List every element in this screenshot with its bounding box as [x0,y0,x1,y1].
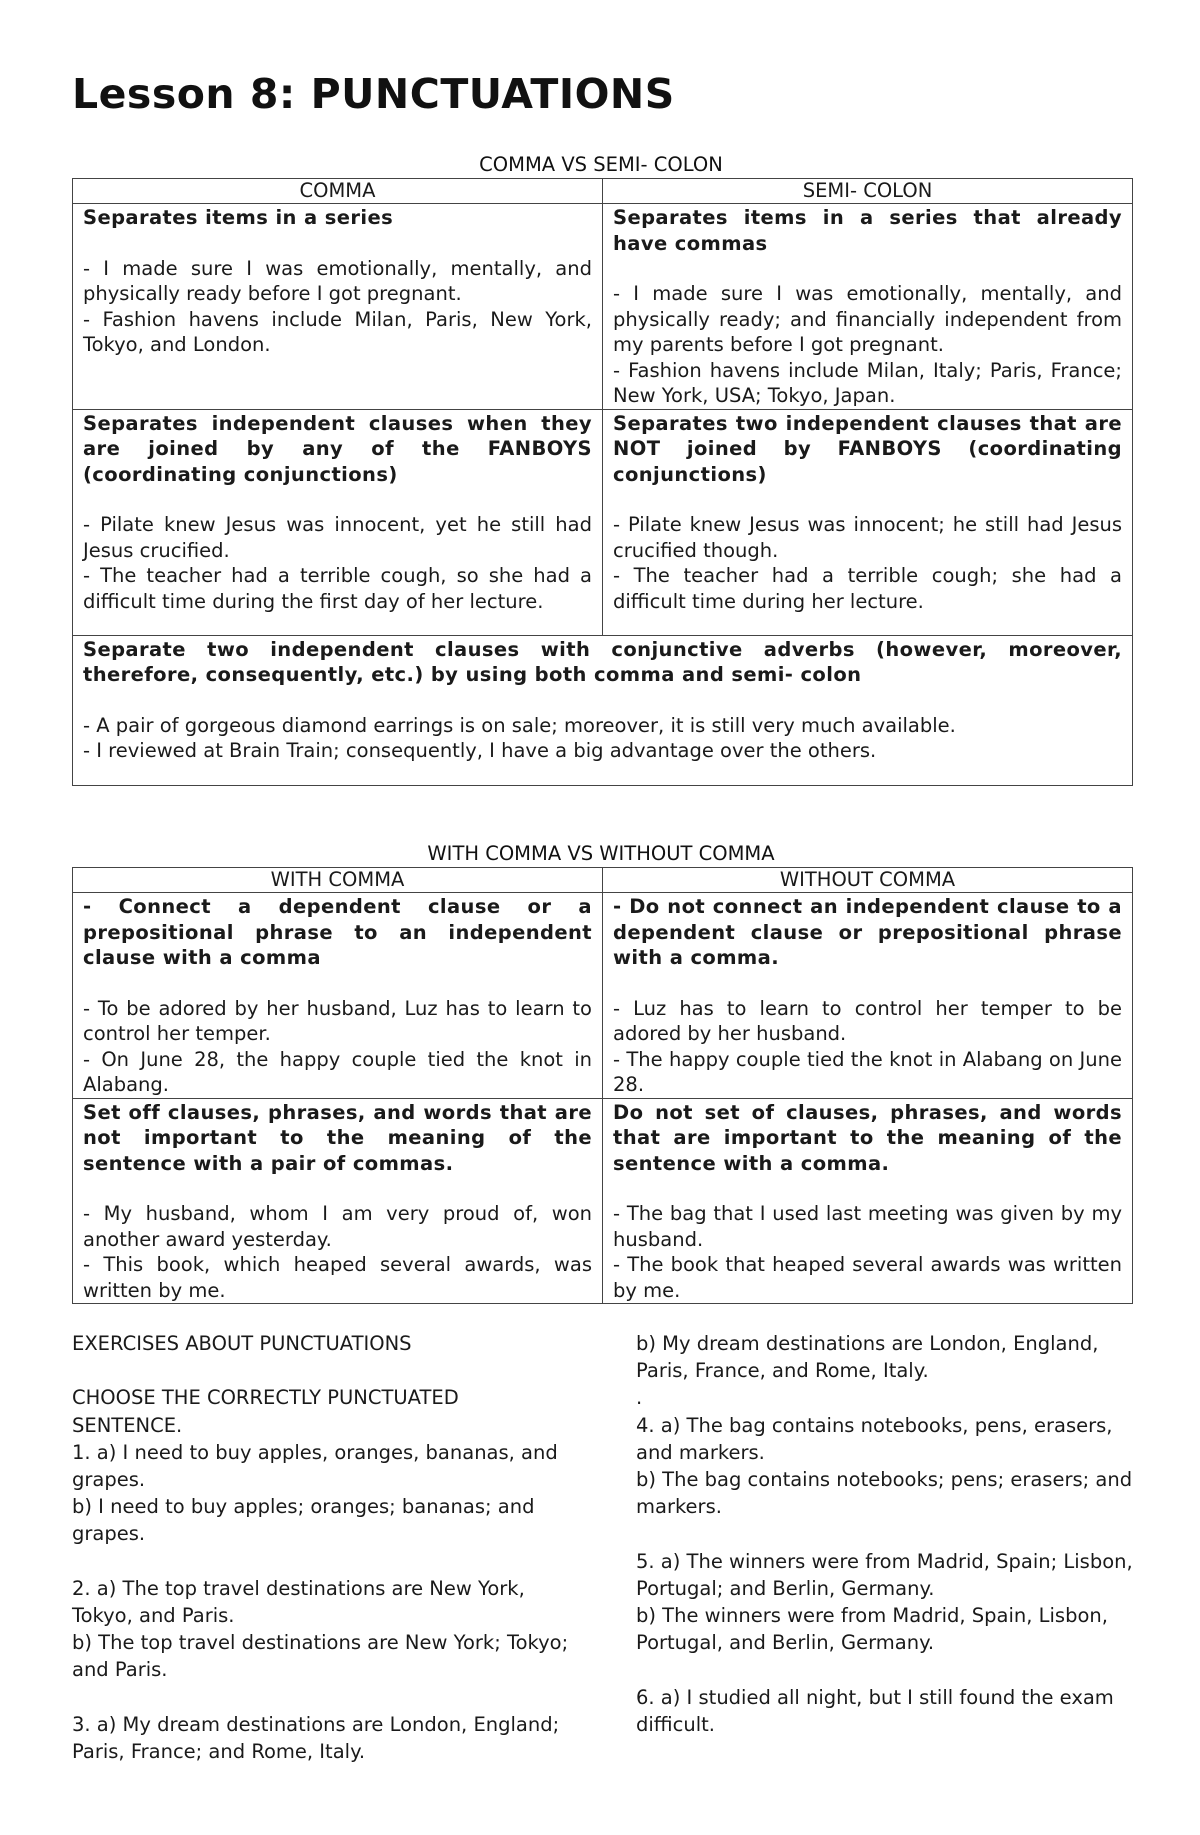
rule-text: Do not set of clauses, phrases, and words that are important to the meaning of the sentence with a comma. [613,1100,1122,1175]
table2-header-without-comma: WITHOUT COMMA [603,868,1133,893]
rule-text: Separate two independent clauses with conjunctive adverbs (however, moreover, therefore, consequently, etc.) by using both comma and semi- colon [83,637,1122,686]
example-text: - The teacher had a terrible cough, so she had a difficult time during the first day of her lecture. [83,564,592,613]
example-text: - Fashion havens include Milan, Paris, New York, Tokyo, and London. [83,307,592,356]
rule-text: Set off clauses, phrases, and words that are not important to the meaning of the sentence with a pair of commas. [83,1100,592,1175]
exercise-line: 6. a) I studied all night, but I still found the exam difficult. [636,1685,1114,1736]
rule-text: Separates items in a series [83,206,394,229]
example-text: - A pair of gorgeous diamond earrings is on sale; moreover, it is still very much available. [83,713,956,737]
rule-text: Separates two independent clauses that are NOT joined by FANBOYS (coordinating conjunctions) [613,411,1122,486]
table1-full-row [73,635,1133,785]
with-vs-without-comma-table [72,867,1133,1304]
example-text: - This book, which heaped several awards, was written by me. [83,1253,592,1302]
table2-row [73,893,1133,1099]
lesson-title: Lesson 8: PUNCTUATIONS [72,70,675,118]
example-text: - The happy couple tied the knot in Alabang on June 28. [613,1047,1122,1096]
example-text: - I made sure I was emotionally, mentally, and physically ready before I got pregnant. [83,256,592,305]
table2-cell [603,1098,1133,1304]
rule-text: Separates items in a series that already have commas [613,206,1122,255]
example-text: - Fashion havens include Milan, Italy; Paris, France; New York, USA; Tokyo, Japan. [613,358,1122,407]
example-text: - To be adored by her husband, Luz has to learn to control her temper. [83,996,592,1045]
exercises-heading: EXERCISES ABOUT PUNCTUATIONS [72,1332,412,1355]
exercises-instruction: CHOOSE THE CORRECTLY PUNCTUATED SENTENCE. [72,1386,459,1437]
example-text: - The bag that I used last meeting was given by my husband. [613,1202,1122,1251]
exercise-line: b) The winners were from Madrid, Spain, Lisbon, Portugal, and Berlin, Germany. [636,1604,1108,1655]
example-text: - I reviewed at Brain Train; consequently, I have a big advantage over the others. [83,739,877,762]
exercise-line: b) The bag contains notebooks; pens; erasers; and markers. [636,1468,1133,1519]
table2-header-row [73,868,1133,893]
exercise-line: 1. a) I need to buy apples, oranges, bananas, and grapes. [72,1440,558,1491]
exercise-line: b) I need to buy apples; oranges; bananas; and grapes. [72,1495,535,1546]
table1-cell [603,409,1133,635]
table2-cell [73,893,603,1099]
exercise-line: 4. a) The bag contains notebooks, pens, erasers, and markers. [636,1413,1113,1464]
table1-caption: COMMA VS SEMI- COLON [479,153,723,176]
table2-cell [73,1098,603,1304]
example-text: - I made sure I was emotionally, mentally, and physically ready; and financially independent from my parents before I got pregnant. [613,282,1122,356]
table1-cell [73,204,603,410]
example-text: - The teacher had a terrible cough; she had a difficult time during her lecture. [613,564,1122,613]
example-text: - On June 28, the happy couple tied the knot in Alabang. [83,1047,592,1096]
table1-cell [603,204,1133,410]
example-text: - Luz has to learn to control her temper to be adored by her husband. [613,996,1122,1045]
exercise-line: b) The top travel destinations are New York; Tokyo; and Paris. [72,1631,569,1682]
example-text: - My husband, whom I am very proud of, won another award yesterday. [83,1202,592,1251]
exercises-right-column [636,1330,1136,1738]
table2-caption: WITH COMMA VS WITHOUT COMMA [427,842,775,865]
exercise-line: . [636,1386,643,1410]
rule-text: - Connect a dependent clause or a prepositional phrase to an independent clause with a comma [83,895,592,969]
example-text: - Pilate knew Jesus was innocent, yet he still had Jesus crucified. [83,513,592,562]
exercise-line: 3. a) My dream destinations are London, England; Paris, France; and Rome, Italy. [72,1712,560,1763]
exercises-left-column [72,1330,572,1765]
table2-row [73,1098,1133,1304]
table2-cell [603,893,1133,1099]
table1-header-comma: COMMA [73,179,603,204]
table1-row [73,409,1133,635]
table1-header-row [73,179,1133,204]
rule-text: - Do not connect an independent clause to a dependent clause or prepositional phrase with a comma. [613,895,1122,969]
exercise-line: 5. a) The winners were from Madrid, Spain; Lisbon, Portugal; and Berlin, Germany. [636,1549,1133,1600]
table1-row [73,204,1133,410]
example-text: - The book that heaped several awards was written by me. [613,1253,1122,1302]
comma-vs-semicolon-table [72,178,1133,786]
exercise-line: 2. a) The top travel destinations are New York, Tokyo, and Paris. [72,1576,525,1627]
table1-cell [73,409,603,635]
example-text: - Pilate knew Jesus was innocent; he still had Jesus crucified though. [613,513,1122,562]
table1-header-semicolon: SEMI- COLON [603,179,1133,204]
exercise-line: b) My dream destinations are London, England, Paris, France, and Rome, Italy. [636,1332,1099,1383]
table1-full-cell [73,635,1133,785]
rule-text: Separates independent clauses when they are joined by any of the FANBOYS (coordinating conjunctions) [83,411,592,486]
table2-header-with-comma: WITH COMMA [73,868,603,893]
